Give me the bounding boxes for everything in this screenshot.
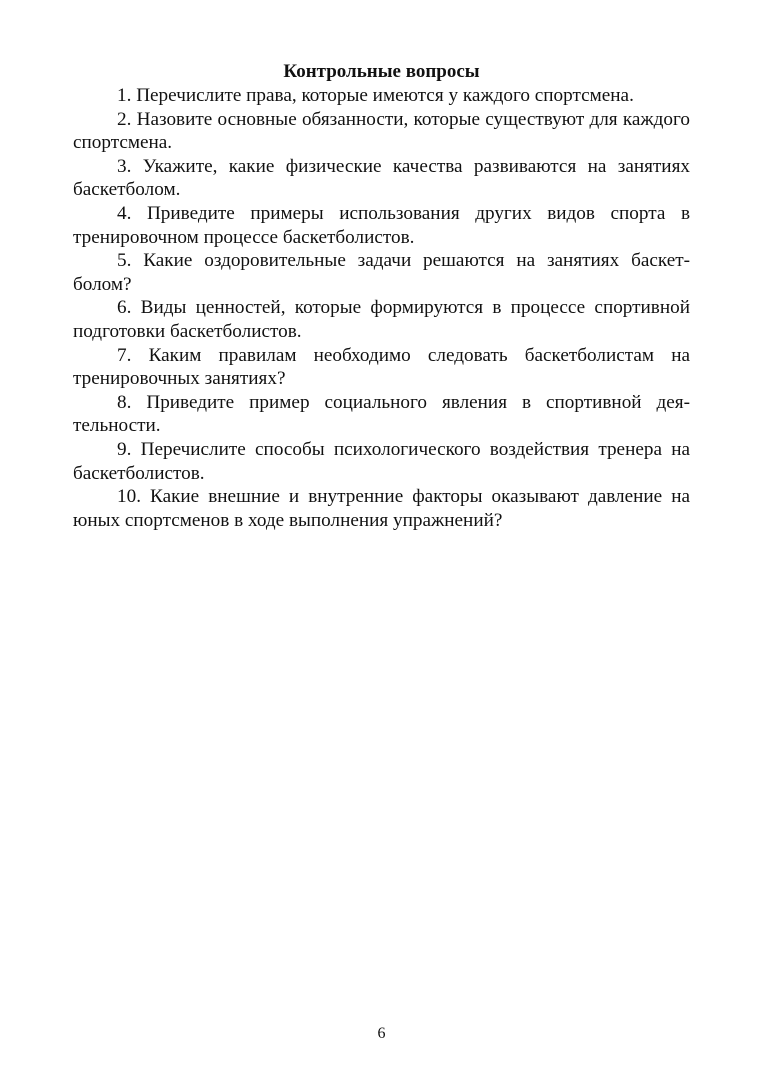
question-4: 4. Приведите примеры использования других видов спорта в тренировочном процессе баскетболистов.: [73, 202, 690, 248]
question-5: 5. Какие оздоровительные задачи решаются на занятиях баскетболом?: [73, 250, 690, 295]
questions-list: [73, 84, 690, 532]
question-7: 7. Каким правилам необходимо следовать баскетболистам на тренировочных занятиях?: [73, 344, 690, 390]
question-2: 2. Назовите основные обязанности, которые существуют для каждого спортсмена.: [73, 108, 690, 154]
question-6: 6. Виды ценностей, которые формируются в процессе спортивной подготовки баскетболистов.: [73, 297, 690, 342]
question-3: 3. Укажите, какие физические качества развиваются на занятиях баскетболом.: [73, 155, 690, 201]
page-title: Контрольные вопросы: [283, 61, 480, 82]
document-page: [73, 60, 690, 532]
question-8: 8. Приведите пример социального явления в спортивной деятельности.: [73, 391, 690, 437]
question-10: 10. Какие внешние и внутренние факторы оказывают давление на юных спортсменов в ходе выполнения упражнений?: [73, 486, 690, 531]
question-9: 9. Перечислите способы психологического воздействия тренера на баскетболистов.: [73, 438, 690, 484]
question-1: 1. Перечислите права, которые имеются у каждого спортсмена.: [117, 85, 634, 106]
page-number: 6: [377, 1025, 386, 1042]
